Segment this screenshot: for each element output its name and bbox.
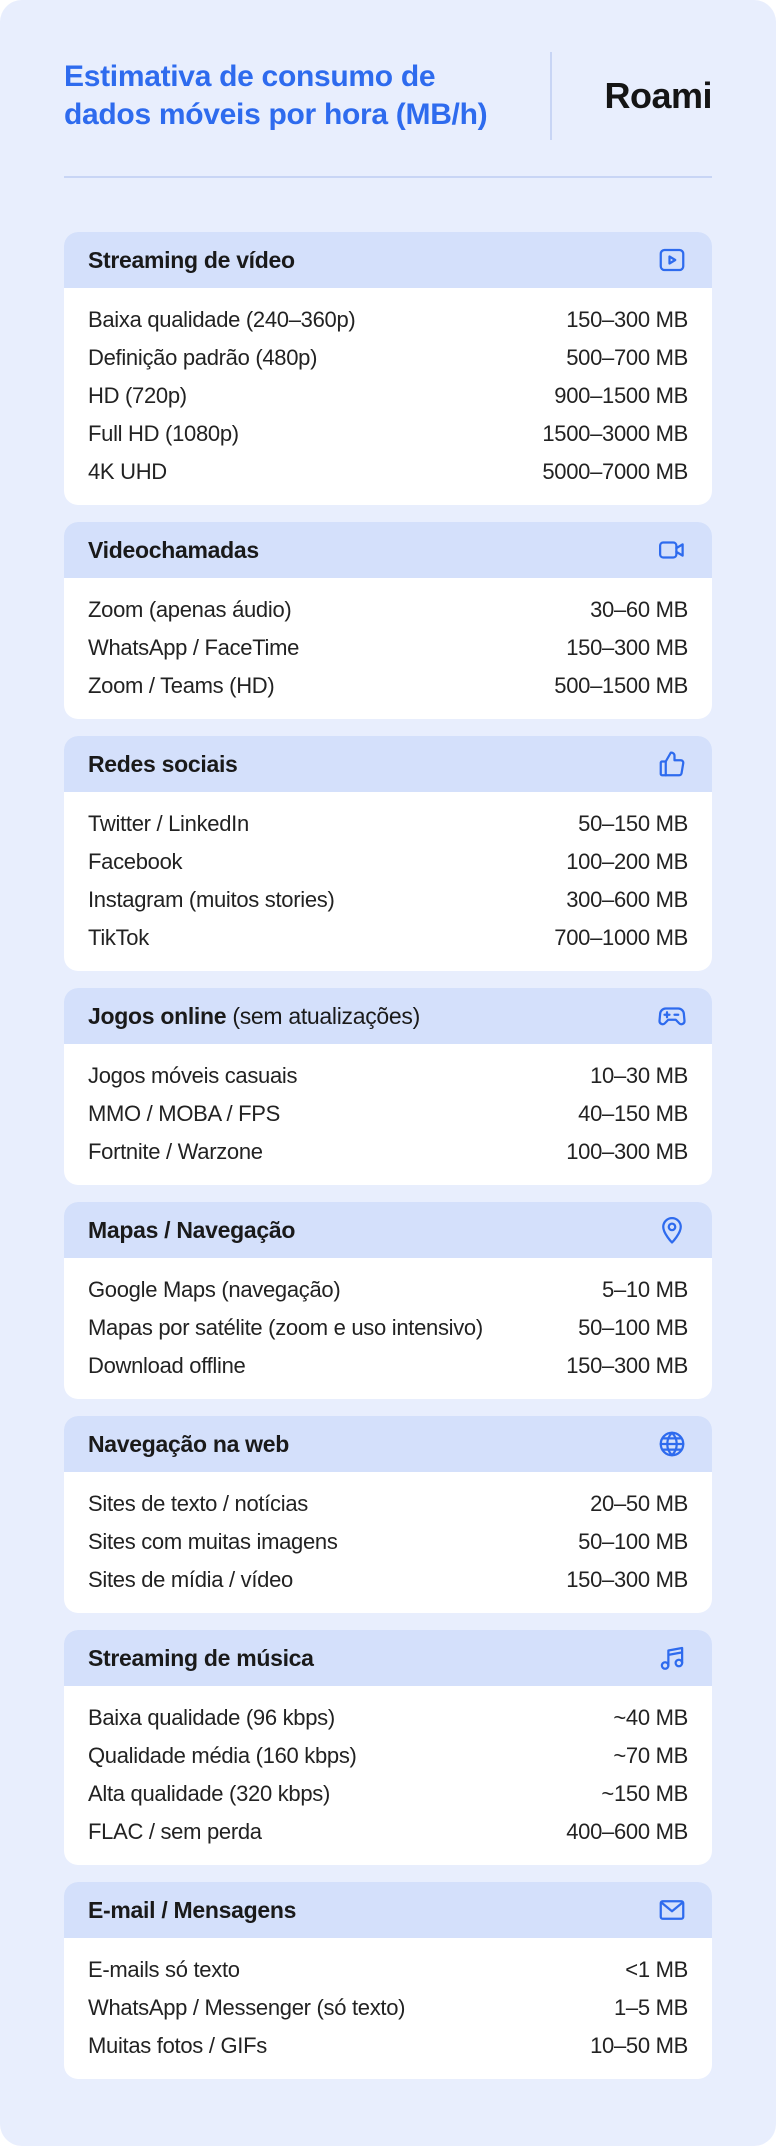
category-card-video-calls: [64, 522, 712, 719]
table-row: [88, 1737, 688, 1775]
card-title: Redes sociais: [88, 750, 238, 777]
row-label: Sites com muitas imagens: [88, 1529, 338, 1554]
envelope-icon: [656, 1894, 688, 1926]
table-row: [88, 919, 688, 957]
table-row: [88, 415, 688, 453]
table-row: [88, 667, 688, 705]
row-label: MMO / MOBA / FPS: [88, 1101, 280, 1126]
table-row: [88, 843, 688, 881]
page-header: [64, 0, 712, 178]
row-value: <1 MB: [625, 1957, 688, 1982]
row-value: 100–200 MB: [566, 849, 688, 874]
row-value: 50–100 MB: [578, 1529, 688, 1554]
video-camera-icon: [656, 534, 688, 566]
card-title: E-mail / Mensagens: [88, 1896, 297, 1923]
category-list: [64, 178, 712, 2079]
table-row: [88, 881, 688, 919]
table-row: [88, 1347, 688, 1385]
title-line-2: dados móveis por hora (MB/h): [64, 98, 488, 131]
row-label: Full HD (1080p): [88, 421, 239, 446]
row-value: ~40 MB: [613, 1705, 688, 1730]
category-card-online-games: [64, 988, 712, 1185]
card-body: [64, 1044, 712, 1185]
table-row: [88, 1699, 688, 1737]
row-label: Zoom (apenas áudio): [88, 597, 292, 622]
brand-logo: Roami: [604, 75, 712, 116]
card-header: [64, 232, 712, 288]
row-label: Alta qualidade (320 kbps): [88, 1781, 330, 1806]
card-title: Streaming de vídeo: [88, 246, 295, 273]
table-row: [88, 1561, 688, 1599]
row-label: WhatsApp / FaceTime: [88, 635, 300, 660]
row-label: Zoom / Teams (HD): [88, 673, 275, 698]
table-row: [88, 629, 688, 667]
table-row: [88, 301, 688, 339]
row-label: HD (720p): [88, 383, 187, 408]
row-value: 1500–3000 MB: [542, 421, 688, 446]
row-label: Download offline: [88, 1353, 246, 1378]
row-label: Twitter / LinkedIn: [88, 811, 249, 836]
thumbs-up-icon: [656, 748, 688, 780]
row-value: 500–1500 MB: [554, 673, 688, 698]
table-row: [88, 1095, 688, 1133]
category-card-video-streaming: [64, 232, 712, 505]
card-header: [64, 1630, 712, 1686]
row-value: 20–50 MB: [590, 1491, 688, 1516]
row-value: ~150 MB: [601, 1781, 688, 1806]
row-value: 500–700 MB: [566, 345, 688, 370]
row-value: 10–30 MB: [590, 1063, 688, 1088]
row-value: ~70 MB: [613, 1743, 688, 1768]
row-label: Sites de mídia / vídeo: [88, 1567, 293, 1592]
row-value: 150–300 MB: [566, 1567, 688, 1592]
card-body: [64, 288, 712, 505]
table-row: [88, 1775, 688, 1813]
row-value: 1–5 MB: [613, 1995, 688, 2020]
row-value: 150–300 MB: [566, 635, 688, 660]
table-row: [88, 1271, 688, 1309]
row-label: Muitas fotos / GIFs: [88, 2033, 267, 2058]
card-body: [64, 578, 712, 719]
table-row: [88, 1133, 688, 1171]
row-label: E-mails só texto: [88, 1957, 240, 1982]
music-note-icon: [656, 1642, 688, 1674]
row-label: FLAC / sem perda: [88, 1819, 262, 1844]
globe-icon: [656, 1428, 688, 1460]
table-row: [88, 453, 688, 491]
category-card-email-messaging: [64, 1882, 712, 2079]
table-row: [88, 2027, 688, 2065]
row-label: Sites de texto / notícias: [88, 1491, 308, 1516]
card-title: Mapas / Navegação: [88, 1216, 296, 1243]
row-label: Mapas por satélite (zoom e uso intensivo): [88, 1315, 483, 1340]
row-value: 400–600 MB: [566, 1819, 688, 1844]
category-card-maps: [64, 1202, 712, 1399]
row-value: 5–10 MB: [602, 1277, 688, 1302]
table-row: [88, 1057, 688, 1095]
title-line-1: Estimativa de consumo de: [64, 60, 436, 93]
row-value: 10–50 MB: [590, 2033, 688, 2058]
card-body: [64, 1472, 712, 1613]
row-label: Google Maps (navegação): [88, 1277, 341, 1302]
card-header: [64, 1416, 712, 1472]
card-header: [64, 522, 712, 578]
table-row: [88, 339, 688, 377]
category-card-social-media: [64, 736, 712, 971]
table-row: [88, 591, 688, 629]
card-body: [64, 1258, 712, 1399]
table-row: [88, 805, 688, 843]
row-label: Qualidade média (160 kbps): [88, 1743, 357, 1768]
row-label: WhatsApp / Messenger (só texto): [88, 1995, 406, 2020]
row-value: 30–60 MB: [590, 597, 688, 622]
gamepad-icon: [656, 1000, 688, 1032]
card-header: [64, 736, 712, 792]
row-value: 150–300 MB: [566, 1353, 688, 1378]
row-label: Instagram (muitos stories): [88, 887, 335, 912]
card-body: [64, 792, 712, 971]
card-body: [64, 1938, 712, 2079]
card-title: Navegação na web: [88, 1430, 290, 1457]
play-video-icon: [656, 244, 688, 276]
row-label: 4K UHD: [88, 459, 167, 484]
row-value: 700–1000 MB: [554, 925, 688, 950]
card-body: [64, 1686, 712, 1865]
card-title: Jogos online (sem atualizações): [88, 1002, 420, 1029]
row-value: 50–150 MB: [578, 811, 688, 836]
row-value: 5000–7000 MB: [542, 459, 688, 484]
row-value: 900–1500 MB: [554, 383, 688, 408]
row-label: Facebook: [88, 849, 183, 874]
row-value: 40–150 MB: [578, 1101, 688, 1126]
row-value: 150–300 MB: [566, 307, 688, 332]
row-label: Baixa qualidade (240–360p): [88, 307, 356, 332]
row-value: 300–600 MB: [566, 887, 688, 912]
card-header: [64, 988, 712, 1044]
row-value: 100–300 MB: [566, 1139, 688, 1164]
row-label: Jogos móveis casuais: [88, 1063, 298, 1088]
category-card-music-streaming: [64, 1630, 712, 1865]
table-row: [88, 377, 688, 415]
table-row: [88, 1813, 688, 1851]
row-value: 50–100 MB: [578, 1315, 688, 1340]
row-label: Fortnite / Warzone: [88, 1139, 263, 1164]
table-row: [88, 1523, 688, 1561]
vertical-divider: [550, 52, 552, 140]
table-row: [88, 1485, 688, 1523]
row-label: Definição padrão (480p): [88, 345, 318, 370]
card-header: [64, 1882, 712, 1938]
row-label: TikTok: [88, 925, 149, 950]
card-title: Videochamadas: [88, 536, 259, 563]
table-row: [88, 1309, 688, 1347]
card-title: Streaming de música: [88, 1644, 314, 1671]
card-header: [64, 1202, 712, 1258]
map-pin-icon: [656, 1214, 688, 1246]
row-label: Baixa qualidade (96 kbps): [88, 1705, 335, 1730]
page-title: [64, 58, 520, 134]
table-row: [88, 1951, 688, 1989]
category-card-web-browsing: [64, 1416, 712, 1613]
table-row: [88, 1989, 688, 2027]
